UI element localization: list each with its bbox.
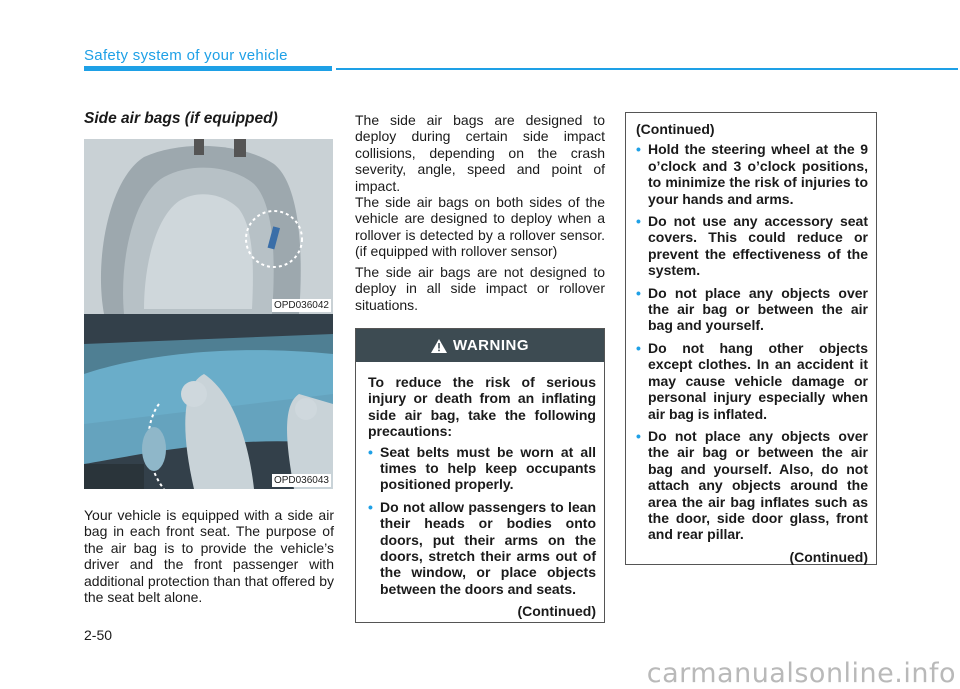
section-title: Safety system of your vehicle <box>84 47 288 64</box>
bullet-dot-icon: • <box>636 284 641 301</box>
figure-code: OPD036042 <box>273 300 329 311</box>
list-item: • Do not use any accessory seat covers. This could reduce or prevent the effectiveness of the system. <box>636 213 868 279</box>
list-item: • Do not hang other objects except clothes. In an accident it may cause vehicle damage or personal injury especially when air bag is inflated. <box>636 339 868 422</box>
warning-intro: To reduce the risk of serious injury or death from an inflating side air bag, take the following precautions: <box>368 374 596 440</box>
bullet-dot-icon: • <box>368 498 373 515</box>
header-rule-thick <box>84 66 332 71</box>
cabin-illustration <box>84 314 333 489</box>
warning-title: WARNING <box>453 337 529 354</box>
continued-label: (Continued) <box>517 603 596 620</box>
bullet-dot-icon: • <box>636 213 641 230</box>
continued-box <box>625 112 877 565</box>
seat-illustration <box>84 139 333 314</box>
paragraph-rollover: The side air bags on both sides of the vehicle are designed to deploy when a rollover is detected by a rollover sensor. (if equipped with rollover sensor) <box>355 194 605 260</box>
header-rule-thin <box>336 68 958 70</box>
watermark: carmanualsonline.info <box>646 658 956 689</box>
continued-bottom-label: (Continued) <box>789 548 868 565</box>
bullet-dot-icon: • <box>636 141 641 158</box>
list-item: • Do not allow passengers to lean their heads or bodies onto doors, put their arms on the doors, stretch their arms out of the window, or place objects between the doors and seats. <box>368 498 596 597</box>
bullet-dot-icon: • <box>636 339 641 356</box>
figure-cabin <box>84 314 333 489</box>
warning-box <box>355 328 605 623</box>
continued-top-label: (Continued) <box>636 121 715 137</box>
page-number: 2-50 <box>84 627 113 643</box>
figure-code: OPD036043 <box>273 475 329 486</box>
paragraph-limitations: The side air bags are not designed to deploy in all side impact or rollover situations. <box>355 264 605 313</box>
warning-triangle-icon <box>431 339 447 353</box>
list-item: • Seat belts must be worn at all times to help keep occupants positioned properly. <box>368 443 596 493</box>
intro-paragraph: Your vehicle is equipped with a side air bag in each front seat. The purpose of the air bag is to provide the vehicle’s driver and the front passenger with additional protection than that offered by the seat belt alone. <box>84 507 334 606</box>
list-item: • Do not place any objects over the air bag or between the air bag and yourself. Also, do not attach any objects around the area the air bag inflates such as the door, side door glass, front and rear pillar. <box>636 427 868 543</box>
paragraph-deploy: The side air bags are designed to deploy during certain side impact collisions, depending on the crash severity, angle, speed and point of impact. <box>355 112 605 194</box>
section-heading: Side air bags (if equipped) <box>84 110 278 127</box>
warning-header <box>356 329 604 362</box>
bullet-dot-icon: • <box>368 443 373 460</box>
list-item: • Hold the steering wheel at the 9 o’clock and 3 o’clock positions, to minimize the risk of injuries to your hands and arms. <box>636 141 868 207</box>
bullet-dot-icon: • <box>636 427 641 444</box>
list-item: • Do not place any objects over the air bag or between the air bag and yourself. <box>636 284 868 334</box>
figure-seat <box>84 139 333 314</box>
